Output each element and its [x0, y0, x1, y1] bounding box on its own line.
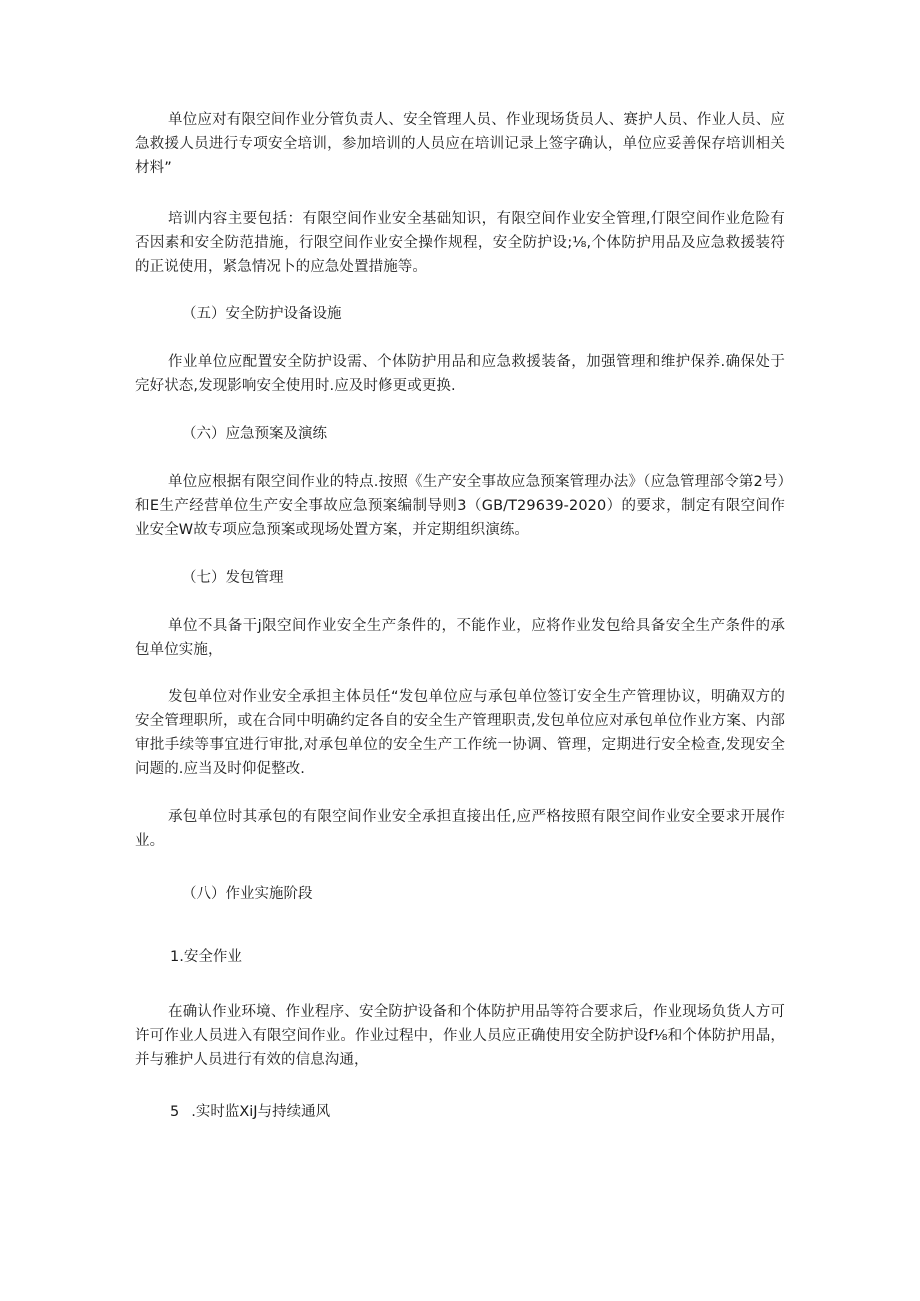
paragraph-emergency-plan: 单位应根据有限空间作业的特点.按照《生产安全事故应急预案管理办法》（应急管理部令第2号）和E生产经营单位生产安全事故应急预案编制导则3（GB/T29639-2020）的要求，制定有限空间作业安全W故专项应急预案或现场处置方案，并定期组织演练。 — [135, 474, 785, 538]
paragraph-subcontractor-duty: 承包单位时其承包的有限空间作业安全承担直接出任,应严格按照有限空间作业安全要求开展作业。 — [135, 809, 785, 849]
subheading-title: .实时监XiJ与持续通风 — [191, 1104, 331, 1120]
paragraph-safe-work: 在确认作业环境、作业程序、安全防护设备和个体防护用品等符合要求后，作业现场负货人方可许可作业人员进入有限空间作业。作业过程中，作业人员应正确使用安全防护设f⅛和个体防护用晶，并与雅护人员进行有效的信息沟通， — [135, 1004, 785, 1068]
heading-work-phase: （八）作业实施阶段 — [182, 886, 313, 902]
paragraph-contractor-responsibility: 发包单位对作业安全承担主体员任“发包单位应与承包单位签订安全生产管理协议，明确双方的安全管理职所，或在合同中明确约定各自的安全生产管理职责,发包单位应对承包单位作业方案、内部审批手续等事宜进行审批,对承包单位的安全生产工作统一协调、管理，定期进行安全检查,发现安全问题的.应当及时仰促整改. — [135, 689, 785, 777]
subheading-monitoring — [170, 1100, 330, 1124]
paragraph-training-personnel: 单位应对有限空间作业分管负责人、安全管理人员、作业现场货员人、赛护人员、作业人员、应急救援人员进行专项安全培训，参加培训的人员应在培训记录上签字确认，单位应妥善保存培训相关材料” — [135, 112, 785, 176]
paragraph-contracting-conditions: 单位不具备干j限空间作业安全生产条件的，不能作业，应将作业发包给具备安全生产条件的承包单位实施， — [135, 618, 785, 658]
paragraph-training-content: 培训内容主要包括：有限空间作业安全基础知识，有限空间作业安全管理,仃限空间作业危险有否因素和安全防范措施，行限空间作业安全操作规程，安全防护设;⅛,个体防护用品及应急救援装符的正说使用，紧急情况卜的应急处置措施等。 — [135, 211, 785, 275]
paragraph-safety-equipment: 作业单位应配置安全防护设需、个体防护用品和应急救援装备，加强管理和维护保养.确保处于完好状态,发现影响安全使用时.应及时修更或更换. — [135, 354, 785, 394]
subheading-number: 5 — [170, 1104, 180, 1120]
heading-emergency-plan: （六）应急预案及演练 — [182, 426, 327, 442]
heading-safety-equipment: （五）安全防护设备设施 — [182, 306, 342, 322]
heading-contracting: （七）发包管理 — [182, 570, 284, 586]
subheading-safe-work: 1.安全作业 — [170, 949, 242, 965]
